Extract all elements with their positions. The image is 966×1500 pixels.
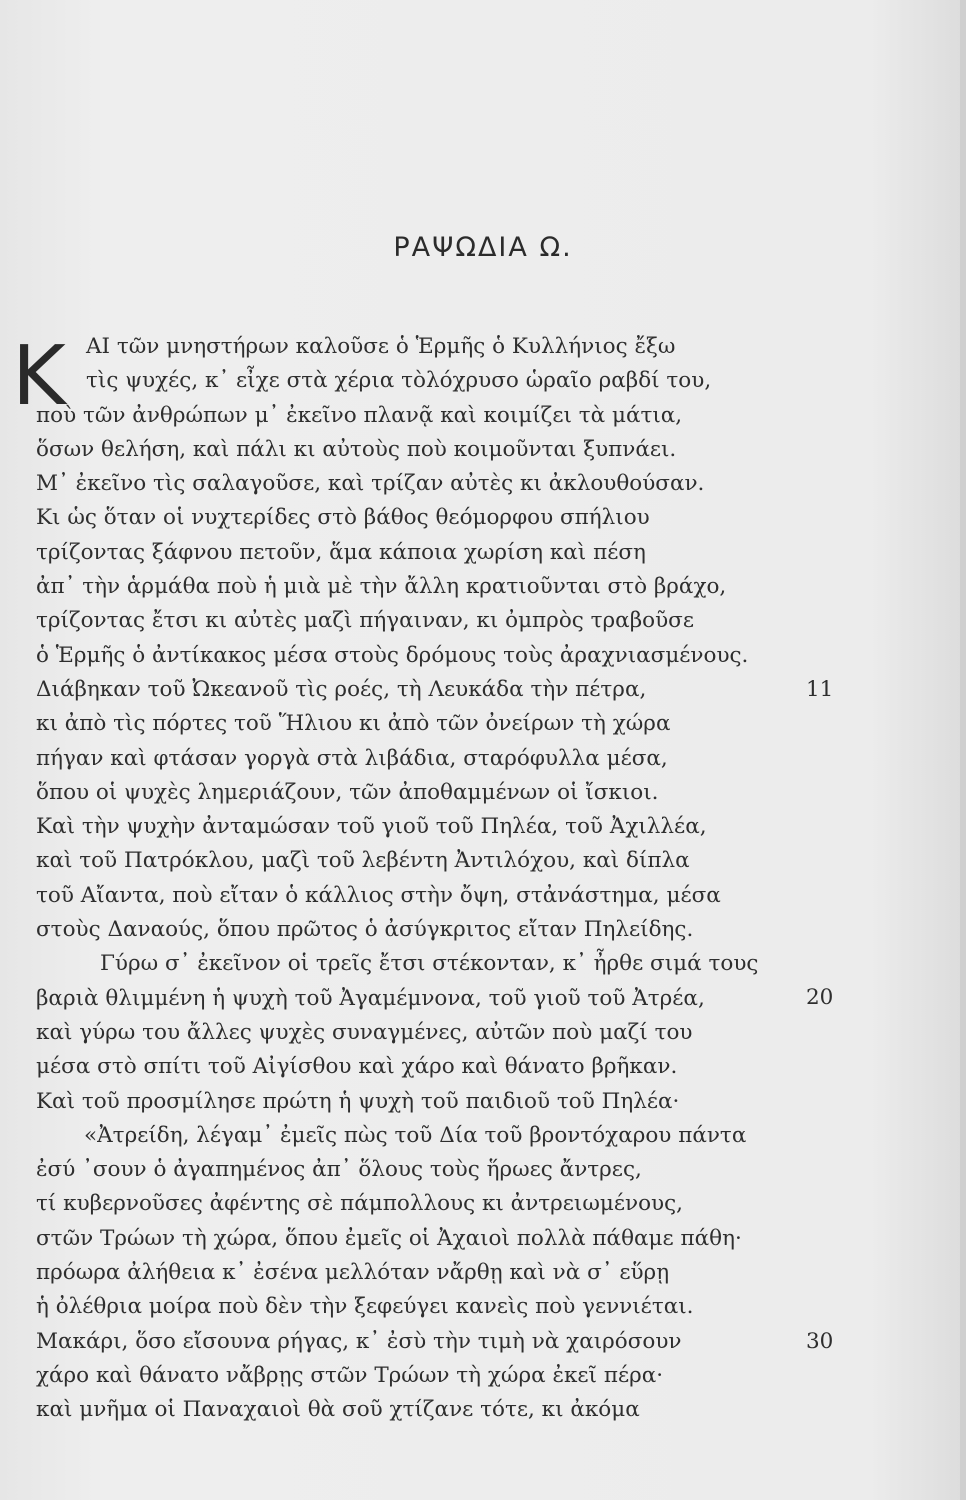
verse-line: πρόωρα ἀλήθεια κ᾽ ἐσένα μελλόταν νἄρθῃ καὶ νὰ σ᾽ εὕρῃ bbox=[36, 1260, 670, 1286]
verse-line: τὶς ψυχές, κ᾽ εἶχε στὰ χέρια τὸλόχρυσο ὡραῖο ραβδί του, bbox=[86, 368, 712, 394]
verse-line: στοὺς Δαναούς, ὅπου πρῶτος ὁ ἀσύγκριτος εἴταν Πηλείδης. bbox=[36, 917, 694, 943]
verse-line: ἡ ὀλέθρια μοίρα ποὺ δὲν τὴν ξεφεύγει κανεὶς ποὺ γεννιέται. bbox=[36, 1294, 694, 1320]
verse-line: ὁ Ἑρμῆς ὁ ἀντίκακος μέσα στοὺς δρόμους τοὺς ἀραχνιασμένους. bbox=[36, 642, 749, 668]
verse-line: βαριὰ θλιμμένη ἡ ψυχὴ τοῦ Ἀγαμέμνονα, τοῦ γιοῦ τοῦ Ἀτρέα, bbox=[36, 985, 705, 1011]
verse-line: τοῦ Αἴαντα, ποὺ εἴταν ὁ κάλλιος στὴν ὄψη, στἀνάστημα, μέσα bbox=[36, 882, 721, 908]
verse-line: τί κυβερνοῦσες ἀφέντης σὲ πάμπολλους κι ἀντρειωμένους, bbox=[36, 1191, 683, 1217]
verse-line: στῶν Τρώων τὴ χώρα, ὅπου ἐμεῖς οἱ Ἀχαιοὶ πολλὰ πάθαμε πάθη· bbox=[36, 1225, 742, 1251]
verse-line: Καὶ τὴν ψυχὴν ἀνταμώσαν τοῦ γιοῦ τοῦ Πηλέα, τοῦ Ἀχιλλέα, bbox=[36, 814, 707, 840]
verse-line: χάρο καὶ θάνατο νἄβρῃς στῶν Τρώων τὴ χώρα ἐκεῖ πέρα· bbox=[36, 1362, 664, 1388]
drop-cap: Κ bbox=[12, 329, 66, 424]
verse-line: Καὶ τοῦ προσμίλησε πρώτη ἡ ψυχὴ τοῦ παιδιοῦ τοῦ Πηλέα· bbox=[36, 1088, 680, 1114]
verse-line: ἀπ᾽ τὴν ἁρμάθα ποὺ ἡ μιὰ μὲ τὴν ἄλλη κρατιοῦνται στὸ βράχο, bbox=[36, 574, 727, 600]
verse-line: καὶ γύρω του ἄλλες ψυχὲς συναγμένες, αὐτῶν ποὺ μαζί του bbox=[36, 1019, 693, 1045]
verse-line: μέσα στὸ σπίτι τοῦ Αἰγίσθου καὶ χάρο καὶ θάνατο βρῆκαν. bbox=[36, 1054, 678, 1080]
verse-line: καὶ μνῆμα οἱ Παναχαιοὶ θὰ σοῦ χτίζανε τότε, κι ἀκόμα bbox=[36, 1397, 640, 1423]
verse-line: Κι ὡς ὅταν οἱ νυχτερίδες στὸ βάθος θεόμορφου σπήλιου bbox=[36, 505, 650, 531]
verse-line: ἐσύ ᾽σουν ὁ ἀγαπημένος ἀπ᾽ ὅλους τοὺς ἥρωες ἄντρες, bbox=[36, 1157, 642, 1183]
verse-line: Μ᾽ ἐκεῖνο τὶς σαλαγοῦσε, καὶ τρίζαν αὐτὲς κι ἀκλουθούσαν. bbox=[36, 471, 705, 497]
verse-line: ὅσων θελήση, καὶ πάλι κι αὐτοὺς ποὺ κοιμοῦνται ξυπνάει. bbox=[36, 436, 677, 462]
line-number-11: 11 bbox=[806, 677, 834, 702]
verse-line: κι ἀπὸ τὶς πόρτες τοῦ Ἥλιου κι ἀπὸ τῶν ὀνείρων τὴ χώρα bbox=[36, 711, 671, 737]
line-number-30: 30 bbox=[806, 1329, 834, 1354]
verse-line: Διάβηκαν τοῦ Ὠκεανοῦ τὶς ροές, τὴ Λευκάδα τὴν πέτρα, bbox=[36, 676, 647, 702]
verse-line: Γύρω σ᾽ ἐκεῖνον οἱ τρεῖς ἔτσι στέκονταν, κ᾽ ἦρθε σιμά τους bbox=[100, 951, 759, 977]
verse-line: ποὺ τῶν ἀνθρώπων μ᾽ ἐκεῖνο πλανᾷ καὶ κοιμίζει τὰ μάτια, bbox=[36, 402, 683, 428]
page-edge bbox=[960, 0, 966, 1500]
page-title: ΡΑΨΩΔΙΑ Ω. bbox=[393, 232, 573, 263]
verse-line: τρίζοντας ἔτσι κι αὐτὲς μαζὶ πήγαιναν, κι ὀμπρὸς τραβοῦσε bbox=[36, 608, 694, 634]
verse-line: «Ἀτρείδη, λέγαμ᾽ ἐμεῖς πὼς τοῦ Δία τοῦ βροντόχαρου πάντα bbox=[84, 1122, 747, 1148]
verse-line: Μακάρι, ὅσο εἴσουνα ρήγας, κ᾽ ἐσὺ τὴν τιμὴ νὰ χαιρόσουν bbox=[36, 1328, 682, 1354]
verse-line: ὅπου οἱ ψυχὲς λημεριάζουν, τῶν ἀποθαμμένων οἱ ἴσκιοι. bbox=[36, 779, 659, 805]
line-number-20: 20 bbox=[806, 985, 834, 1010]
verse-text bbox=[36, 330, 834, 1428]
verse-line: τρίζοντας ξάφνου πετοῦν, ἅμα κάποια χωρίση καὶ πέση bbox=[36, 539, 646, 565]
verse-line: ΑΙ τῶν μνηστήρων καλοῦσε ὁ Ἑρμῆς ὁ Κυλλήνιος ἔξω bbox=[86, 334, 676, 359]
verse-line: πήγαν καὶ φτάσαν γοργὰ στὰ λιβάδια, σταρόφυλλα μέσα, bbox=[36, 745, 668, 771]
verse-line: καὶ τοῦ Πατρόκλου, μαζὶ τοῦ λεβέντη Ἀντιλόχου, καὶ δίπλα bbox=[36, 848, 690, 874]
